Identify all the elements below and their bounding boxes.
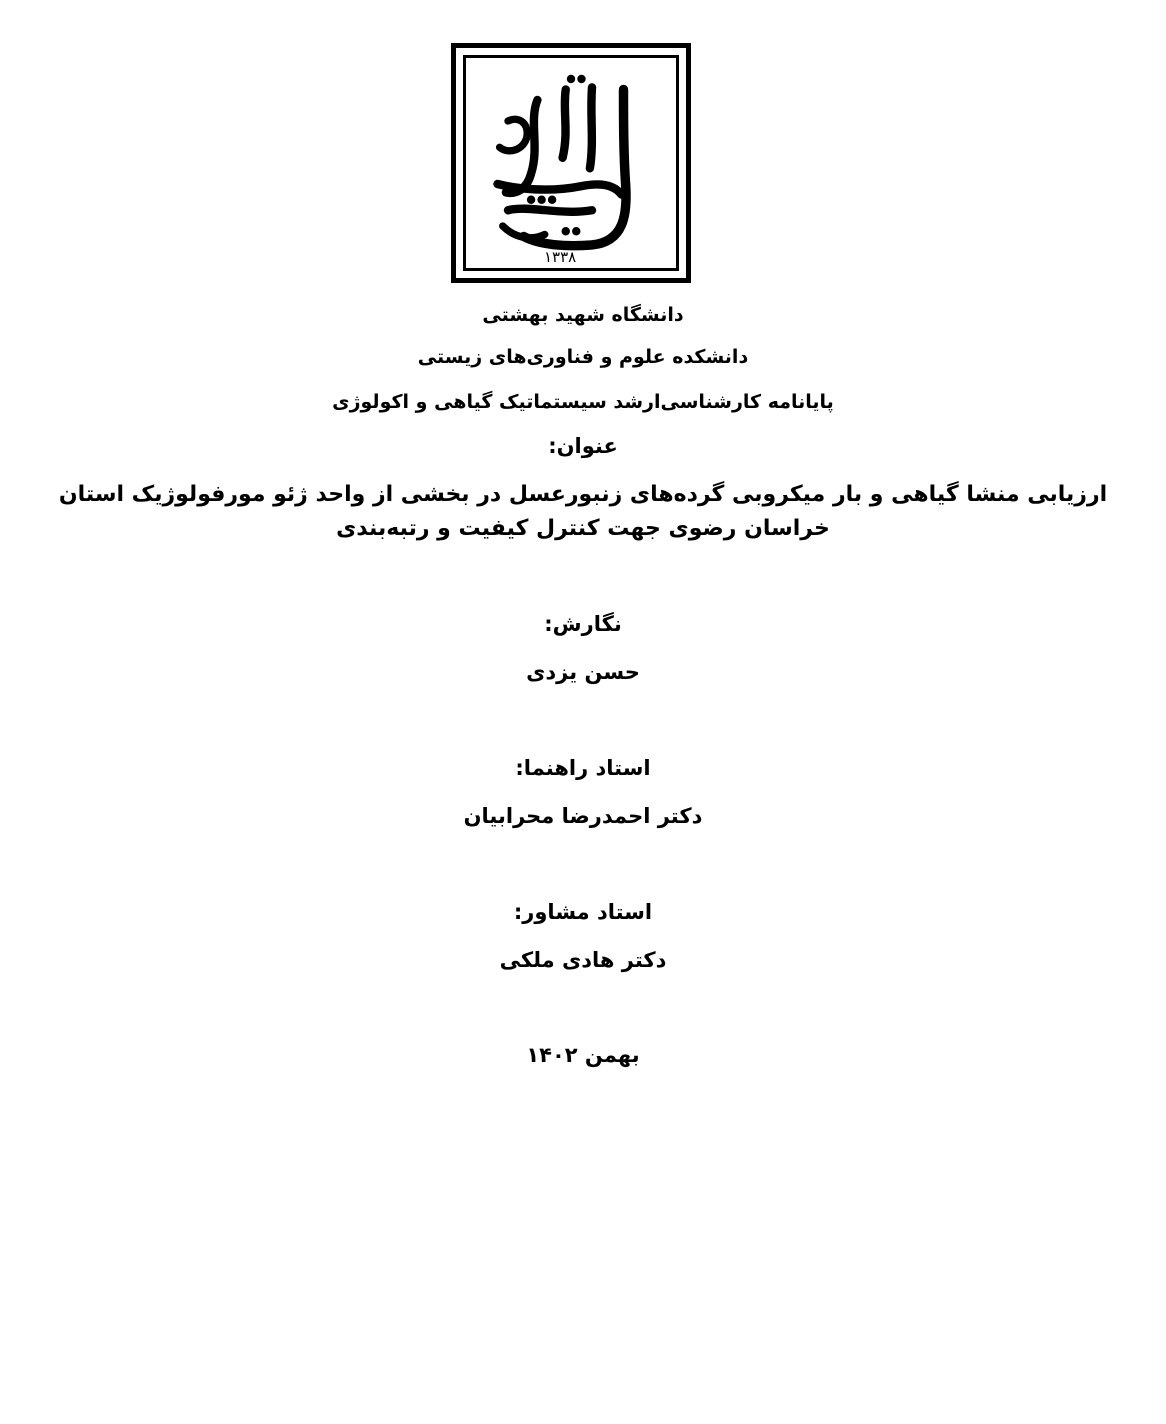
advisor-label: استاد مشاور:	[513, 900, 653, 924]
author-name: حسن یزدی	[526, 660, 640, 684]
supervisor-name: دکتر احمدرضا محرابیان	[463, 804, 703, 828]
seal-inner-frame	[463, 55, 679, 271]
title-label: عنوان:	[548, 434, 618, 458]
seal-year-label: ۱۳۳۸	[544, 248, 577, 266]
faculty-name: دانشکده علوم و فناوری‌های زیستی	[417, 346, 749, 368]
seal-calligraphy-graphic	[466, 58, 676, 268]
supervisor-label: استاد راهنما:	[515, 756, 651, 780]
thesis-title: ارزیابی منشا گیاهی و بار میکروبی گرده‌های زنبورعسل در بخشی از واحد ژئو مورفولوژیک استان خراسان رضوی جهت کنترل کیفیت و رتبه‌بندی	[58, 482, 1108, 541]
submission-date: بهمن ۱۴۰۲	[526, 1043, 640, 1067]
degree-line: پایانامه کارشناسی‌ارشد سیستماتیک گیاهی و اکولوژی	[332, 391, 834, 413]
author-label: نگارش:	[544, 612, 622, 636]
university-name: دانشگاه شهید بهشتی	[482, 304, 684, 326]
advisor-name: دکتر هادی ملکی	[499, 948, 667, 972]
university-seal-icon	[451, 43, 691, 283]
